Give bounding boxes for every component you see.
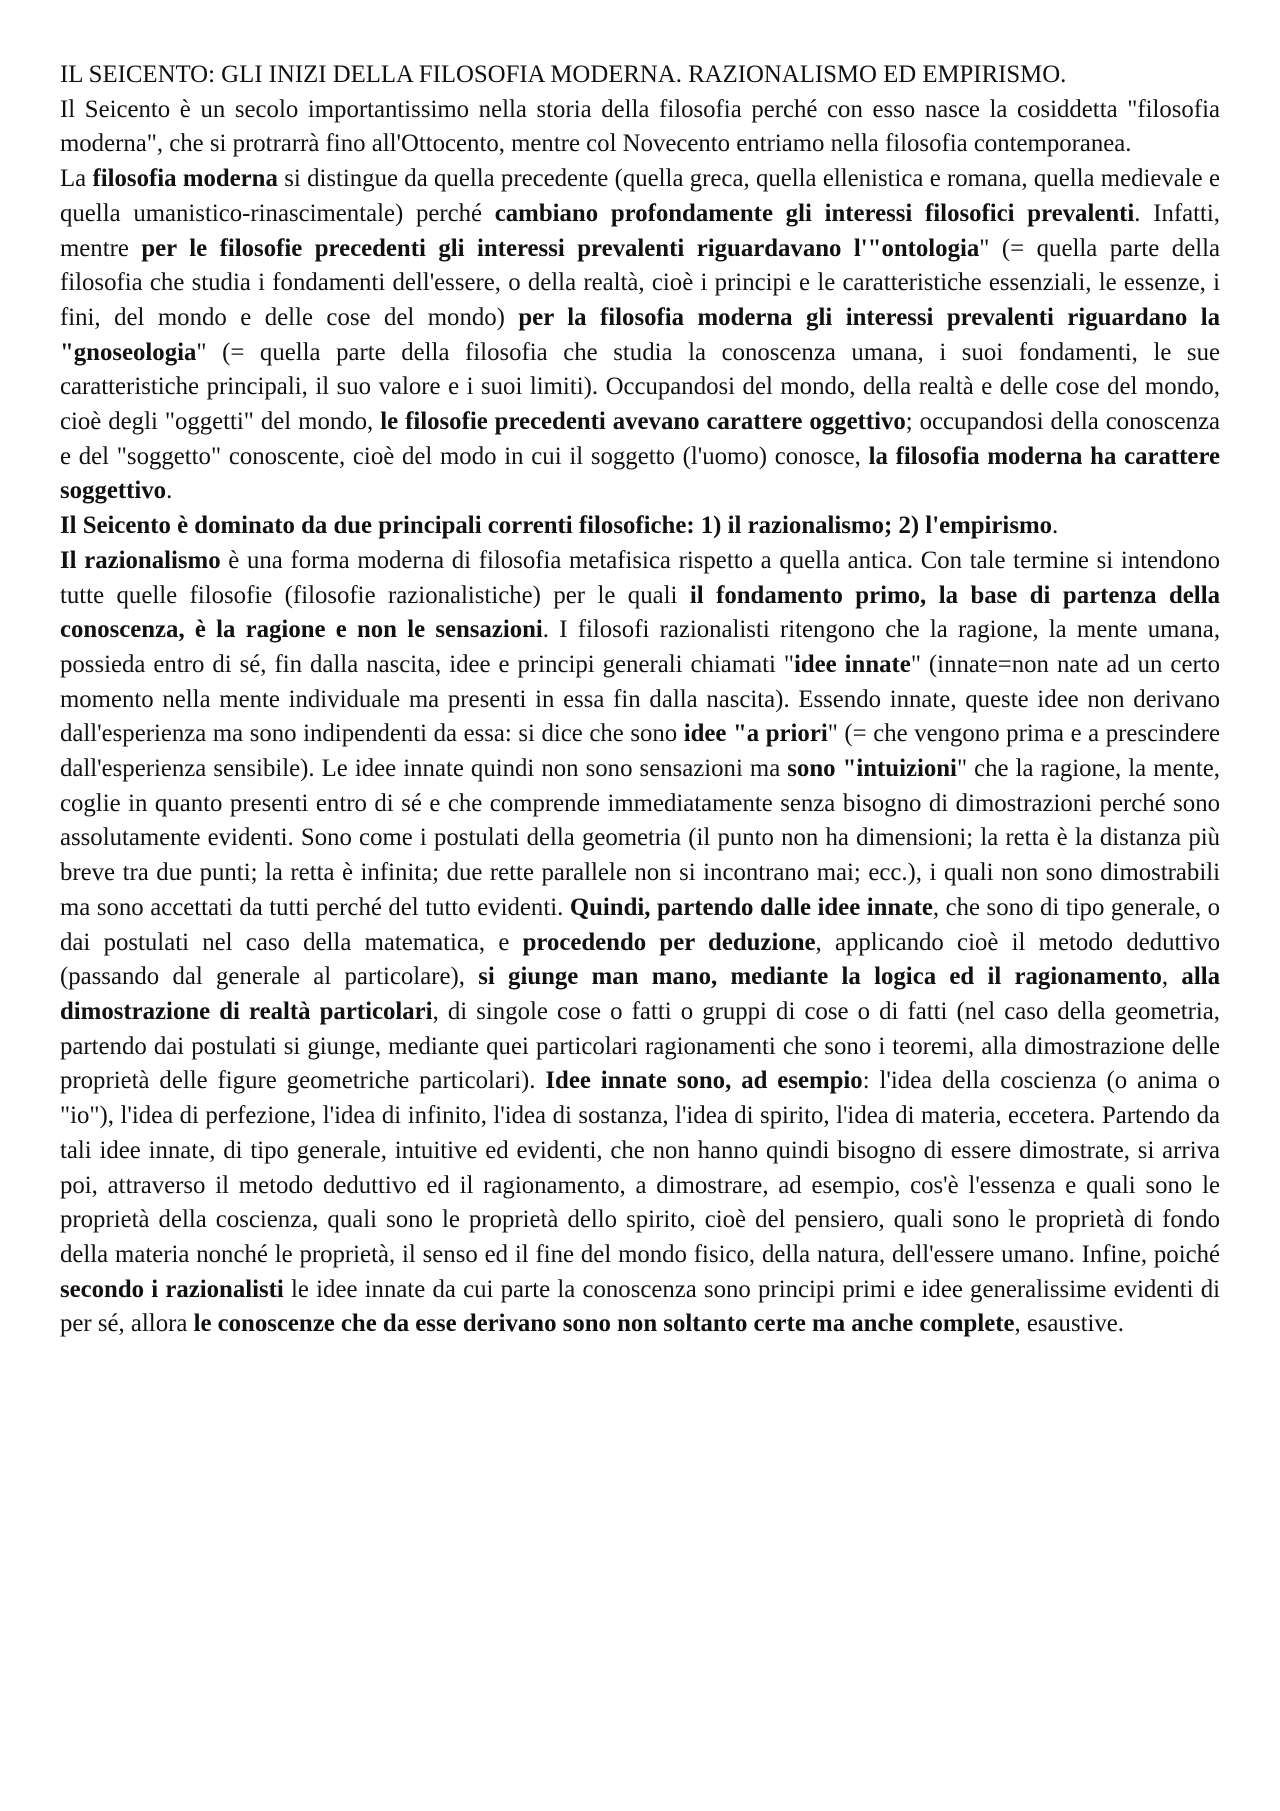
text-run: : l'idea della coscienza (o anima o "io"), l'idea di perfezione, l'idea di infinito, l'idea di sostanza, l'idea di spirito, l'idea di materia, eccetera. Partendo da tali idee innate, di tipo generale, intuitive ed evidenti, che non hanno quindi bisogno di essere dimostrate, si arriva poi, attraverso il metodo deduttivo ed il ragionamento, a dimostrare, ad esempio, cos'è l'essenza e quali sono le proprietà della coscienza, quali sono le proprietà dello spirito, cioè del pensiero, quali sono le proprietà di fondo della materia nonché le proprietà, il senso ed il fine del mondo fisico, della natura, dell'essere umano. Infine, poiché	[60, 1067, 1220, 1268]
text-run: , esaustive.	[1014, 1310, 1124, 1338]
bold-text: Quindi, partendo dalle idee innate	[569, 893, 933, 921]
document-title: IL SEICENTO: GLI INIZI DELLA FILOSOFIA MODERNA. RAZIONALISMO ED EMPIRISMO.	[60, 61, 1067, 88]
text-run: " (= quella parte della filosofia che studia la conoscenza umana, i suoi fondamenti, le sue caratteristiche principali, il suo valore e i suoi limiti). Occupandosi del mondo, della realtà e delle cose del mondo, cioè degli "oggetti" del mondo,	[60, 338, 1220, 436]
bold-text: Il Seicento è dominato da due principali correnti filosofiche: 1) il razionalismo; 2) l'empirismo	[60, 512, 1053, 540]
text-run: .	[166, 477, 173, 505]
text-run: " (= che vengono prima e a prescindere dall'esperienza sensibile). Le idee innate quindi non sono sensazioni ma	[60, 720, 1220, 783]
bold-text: per le filosofie precedenti gli interessi prevalenti riguardavano l'"ontologia	[141, 234, 980, 262]
text-run: , che sono di tipo generale, o dai postulati nel caso della matematica, e	[60, 893, 1220, 956]
text-run: è una forma moderna di filosofia metafisica rispetto a quella antica. Con tale termine si intendono tutte quelle filosofie (filosofie razionalistiche) per le quali	[60, 546, 1220, 609]
bold-text: la filosofia moderna ha carattere soggettivo	[60, 442, 1221, 505]
paragraph	[60, 162, 1220, 509]
document-page	[60, 58, 1220, 1342]
bold-text: filosofia moderna	[92, 165, 278, 193]
text-run: " (innate=non nate ad un certo momento nella mente individuale ma presenti in essa fin dalla nascita). Essendo innate, queste idee non derivano dall'esperienza ma sono indipendenti da essa: si dice che sono	[60, 650, 1220, 748]
bold-text: idee innate	[793, 650, 911, 678]
bold-text: per la filosofia moderna gli interessi prevalenti riguardano la "gnoseologia	[60, 303, 1221, 366]
text-run: , di singole cose o fatti o gruppi di cose o di fatti (nel caso della geometria, partendo dai postulati si giunge, mediante quei particolari ragionamenti che sono i teoremi, alla dimostrazione delle proprietà delle figure geometriche particolari).	[60, 997, 1220, 1095]
text-run: " (= quella parte della filosofia che studia i fondamenti dell'essere, o della realtà, cioè i principi e le caratteristiche essenziali, le essenze, i fini, del mondo e delle cose del mondo)	[60, 234, 1220, 331]
text-run: , applicando cioè il metodo deduttivo (passando dal generale al particolare),	[60, 928, 1220, 991]
bold-text: secondo i razionalisti	[60, 1275, 284, 1303]
bold-text: Il razionalismo	[60, 546, 221, 574]
text-run: Il Seicento è un secolo importantissimo nella storia della filosofia perché con esso nasce la cosiddetta "filosofia moderna", che si protrarrà fino all'Ottocento, mentre col Novecento entriamo nella filosofia contemporanea.	[60, 95, 1220, 158]
document-body	[60, 93, 1220, 1342]
text-run: " che la ragione, la mente, coglie in quanto presenti entro di sé e che comprende immediatamente senza bisogno di dimostrazioni perché sono assolutamente evidenti. Sono come i postulati della geometria (il punto non ha dimensioni; la retta è la distanza più breve tra due punti; la retta è infinita; due rette parallele non si incontrano mai; ecc.), i quali non sono dimostrabili ma sono accettati da tutti perché del tutto evidenti.	[60, 755, 1220, 921]
text-run: La	[60, 165, 93, 193]
bold-text: Idee innate sono, ad esempio	[545, 1067, 863, 1095]
text-run: ; occupandosi della conoscenza e del "soggetto" conoscente, cioè del modo in cui il soggetto (l'uomo) conosce,	[60, 408, 1220, 470]
paragraph	[60, 93, 1220, 162]
text-run: . I filosofi razionalisti ritengono che la ragione, la mente umana, possieda entro di sé, fin dalla nascita, idee e principi generali chiamati "	[60, 616, 1221, 678]
text-run: . Infatti, mentre	[60, 199, 1221, 262]
text-run: si distingue da quella precedente (quella greca, quella ellenistica e romana, quella medievale e quella umanistico-rinascimentale) perché	[60, 165, 1221, 227]
text-run: .	[1052, 512, 1059, 540]
paragraph	[60, 544, 1220, 1342]
bold-text: alla dimostrazione di realtà particolari	[60, 963, 1220, 1025]
paragraph	[60, 509, 1220, 544]
text-run: le idee innate da cui parte la conoscenza sono principi primi e idee generalissime evidenti di per sé, allora	[60, 1275, 1220, 1338]
bold-text: le conoscenze che da esse derivano sono non soltanto certe ma anche complete	[193, 1310, 1015, 1338]
bold-text: le filosofie precedenti avevano carattere oggettivo	[380, 408, 906, 436]
bold-text: sono "intuizioni	[787, 755, 957, 783]
text-run: ,	[1161, 963, 1182, 991]
bold-text: procedendo per deduzione	[522, 928, 816, 956]
bold-text: cambiano profondamente gli interessi filosofici prevalenti	[494, 199, 1135, 227]
bold-text: si giunge man mano, mediante la logica ed il ragionamento	[478, 963, 1162, 991]
bold-text: idee "a priori	[683, 720, 828, 748]
bold-text: il fondamento primo, la base di partenza della conoscenza, è la ragione e non le sensazioni	[60, 581, 1220, 644]
